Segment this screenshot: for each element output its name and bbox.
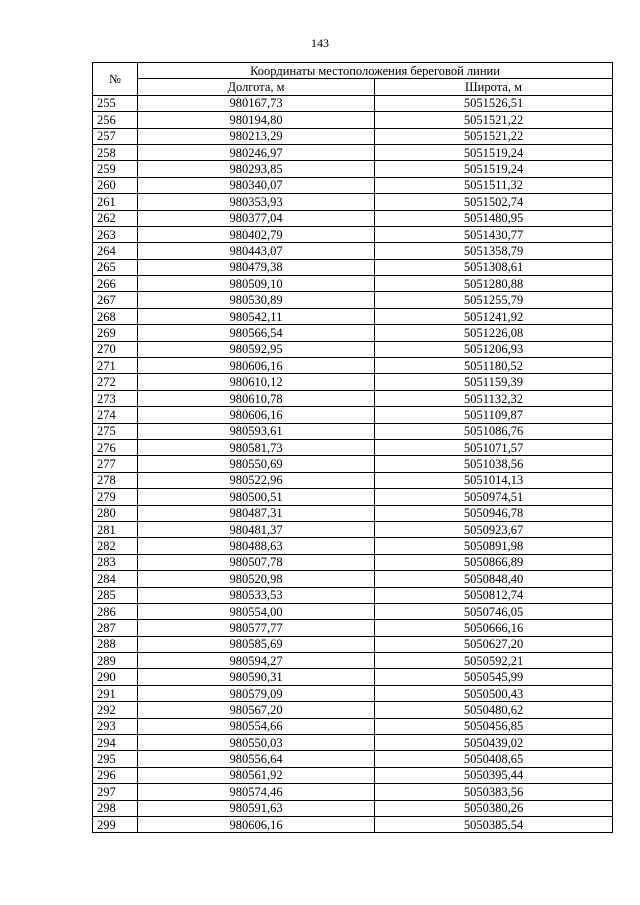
table-row — [93, 358, 613, 374]
longitude-cell: 980610,78 — [138, 390, 375, 406]
point-number: 295 — [93, 751, 138, 767]
latitude-cell: 5051358,79 — [375, 243, 613, 259]
point-number: 257 — [93, 128, 138, 144]
table-row — [93, 653, 613, 669]
point-number: 255 — [93, 95, 138, 111]
table-row — [93, 767, 613, 783]
latitude-cell: 5051241,92 — [375, 308, 613, 324]
point-number: 272 — [93, 374, 138, 390]
latitude-cell: 5051038,56 — [375, 456, 613, 472]
longitude-cell: 980591,63 — [138, 800, 375, 816]
longitude-cell: 980353,93 — [138, 194, 375, 210]
longitude-cell: 980246,97 — [138, 144, 375, 160]
table-row — [93, 177, 613, 193]
latitude-cell: 5050848,40 — [375, 571, 613, 587]
latitude-cell: 5050592,21 — [375, 653, 613, 669]
latitude-cell: 5051255,79 — [375, 292, 613, 308]
table-row — [93, 210, 613, 226]
table-row — [93, 816, 613, 832]
longitude-cell: 980593,61 — [138, 423, 375, 439]
point-number: 276 — [93, 439, 138, 455]
longitude-cell: 980554,66 — [138, 718, 375, 734]
point-number: 288 — [93, 636, 138, 652]
table-row — [93, 505, 613, 521]
table-row — [93, 521, 613, 537]
latitude-cell: 5050395,44 — [375, 767, 613, 783]
point-number: 265 — [93, 259, 138, 275]
latitude-cell: 5050666,16 — [375, 620, 613, 636]
longitude-cell: 980606,16 — [138, 407, 375, 423]
table-row — [93, 784, 613, 800]
point-number: 278 — [93, 472, 138, 488]
longitude-cell: 980594,27 — [138, 653, 375, 669]
point-number: 261 — [93, 194, 138, 210]
latitude-cell: 5051521,22 — [375, 112, 613, 128]
latitude-cell: 5051086,76 — [375, 423, 613, 439]
point-number: 273 — [93, 390, 138, 406]
point-number: 296 — [93, 767, 138, 783]
longitude-cell: 980509,10 — [138, 276, 375, 292]
table-row — [93, 735, 613, 751]
point-number: 258 — [93, 144, 138, 160]
latitude-cell: 5050439,02 — [375, 735, 613, 751]
longitude-cell: 980550,03 — [138, 735, 375, 751]
latitude-cell: 5050385,54 — [375, 816, 613, 832]
table-body — [93, 95, 613, 833]
table-row — [93, 226, 613, 242]
latitude-cell: 5050480,62 — [375, 702, 613, 718]
latitude-cell: 5051206,93 — [375, 341, 613, 357]
longitude-cell: 980566,54 — [138, 325, 375, 341]
longitude-cell: 980522,96 — [138, 472, 375, 488]
latitude-cell: 5051308,61 — [375, 259, 613, 275]
longitude-cell: 980479,38 — [138, 259, 375, 275]
table-row — [93, 538, 613, 554]
longitude-cell: 980487,31 — [138, 505, 375, 521]
point-number: 286 — [93, 603, 138, 619]
table-row — [93, 325, 613, 341]
longitude-cell: 980488,63 — [138, 538, 375, 554]
point-number: 284 — [93, 571, 138, 587]
group-header: Координаты местоположения береговой линии — [138, 63, 613, 79]
latitude-cell: 5051159,39 — [375, 374, 613, 390]
longitude-cell: 980533,53 — [138, 587, 375, 603]
latitude-cell: 5051180,52 — [375, 358, 613, 374]
point-number: 256 — [93, 112, 138, 128]
table-row — [93, 194, 613, 210]
longitude-cell: 980194,80 — [138, 112, 375, 128]
latitude-cell: 5051511,32 — [375, 177, 613, 193]
latitude-cell: 5051280,88 — [375, 276, 613, 292]
latitude-cell: 5050383,56 — [375, 784, 613, 800]
col-lon-header: Долгота, м — [138, 79, 375, 95]
table-row — [93, 603, 613, 619]
table-row — [93, 292, 613, 308]
col-num-header: № — [93, 63, 138, 96]
table-row — [93, 259, 613, 275]
point-number: 282 — [93, 538, 138, 554]
latitude-cell: 5050812,74 — [375, 587, 613, 603]
longitude-cell: 980561,92 — [138, 767, 375, 783]
longitude-cell: 980581,73 — [138, 439, 375, 455]
point-number: 280 — [93, 505, 138, 521]
point-number: 290 — [93, 669, 138, 685]
table-row — [93, 390, 613, 406]
table-row — [93, 407, 613, 423]
point-number: 262 — [93, 210, 138, 226]
table-row — [93, 685, 613, 701]
longitude-cell: 980606,16 — [138, 816, 375, 832]
latitude-cell: 5051521,22 — [375, 128, 613, 144]
point-number: 268 — [93, 308, 138, 324]
longitude-cell: 980554,00 — [138, 603, 375, 619]
point-number: 266 — [93, 276, 138, 292]
latitude-cell: 5051132,32 — [375, 390, 613, 406]
latitude-cell: 5051430,77 — [375, 226, 613, 242]
table-row — [93, 620, 613, 636]
point-number: 294 — [93, 735, 138, 751]
table-row — [93, 702, 613, 718]
longitude-cell: 980377,04 — [138, 210, 375, 226]
longitude-cell: 980550,69 — [138, 456, 375, 472]
table-row — [93, 341, 613, 357]
table-row — [93, 472, 613, 488]
longitude-cell: 980507,78 — [138, 554, 375, 570]
table-row — [93, 587, 613, 603]
point-number: 285 — [93, 587, 138, 603]
longitude-cell: 980340,07 — [138, 177, 375, 193]
latitude-cell: 5050891,98 — [375, 538, 613, 554]
table-row — [93, 571, 613, 587]
longitude-cell: 980542,11 — [138, 308, 375, 324]
table-row — [93, 95, 613, 111]
table-row — [93, 161, 613, 177]
latitude-cell: 5050946,78 — [375, 505, 613, 521]
coordinates-table — [92, 62, 613, 833]
longitude-cell: 980443,07 — [138, 243, 375, 259]
longitude-cell: 980610,12 — [138, 374, 375, 390]
longitude-cell: 980530,89 — [138, 292, 375, 308]
table-row — [93, 800, 613, 816]
table-row — [93, 374, 613, 390]
point-number: 297 — [93, 784, 138, 800]
table-row — [93, 636, 613, 652]
longitude-cell: 980585,69 — [138, 636, 375, 652]
point-number: 293 — [93, 718, 138, 734]
table-row — [93, 669, 613, 685]
point-number: 269 — [93, 325, 138, 341]
point-number: 283 — [93, 554, 138, 570]
table-row — [93, 308, 613, 324]
latitude-cell: 5050866,89 — [375, 554, 613, 570]
point-number: 292 — [93, 702, 138, 718]
table-row — [93, 112, 613, 128]
point-number: 298 — [93, 800, 138, 816]
point-number: 259 — [93, 161, 138, 177]
longitude-cell: 980574,46 — [138, 784, 375, 800]
longitude-cell: 980590,31 — [138, 669, 375, 685]
point-number: 277 — [93, 456, 138, 472]
longitude-cell: 980402,79 — [138, 226, 375, 242]
latitude-cell: 5050500,43 — [375, 685, 613, 701]
latitude-cell: 5051519,24 — [375, 144, 613, 160]
longitude-cell: 980606,16 — [138, 358, 375, 374]
latitude-cell: 5051480,95 — [375, 210, 613, 226]
col-lat-header: Широта, м — [375, 79, 613, 95]
table-row — [93, 456, 613, 472]
latitude-cell: 5050380,26 — [375, 800, 613, 816]
point-number: 289 — [93, 653, 138, 669]
point-number: 287 — [93, 620, 138, 636]
page-number: 143 — [311, 36, 329, 50]
latitude-cell: 5050746,05 — [375, 603, 613, 619]
table-row — [93, 243, 613, 259]
point-number: 291 — [93, 685, 138, 701]
table-row — [93, 144, 613, 160]
latitude-cell: 5051071,57 — [375, 439, 613, 455]
point-number: 275 — [93, 423, 138, 439]
latitude-cell: 5050456,85 — [375, 718, 613, 734]
point-number: 270 — [93, 341, 138, 357]
latitude-cell: 5050408,65 — [375, 751, 613, 767]
point-number: 281 — [93, 521, 138, 537]
point-number: 260 — [93, 177, 138, 193]
point-number: 267 — [93, 292, 138, 308]
longitude-cell: 980579,09 — [138, 685, 375, 701]
longitude-cell: 980481,37 — [138, 521, 375, 537]
latitude-cell: 5051109,87 — [375, 407, 613, 423]
table-row — [93, 439, 613, 455]
table-row — [93, 718, 613, 734]
latitude-cell: 5051502,74 — [375, 194, 613, 210]
latitude-cell: 5050923,67 — [375, 521, 613, 537]
longitude-cell: 980592,95 — [138, 341, 375, 357]
point-number: 263 — [93, 226, 138, 242]
longitude-cell: 980520,98 — [138, 571, 375, 587]
longitude-cell: 980167,73 — [138, 95, 375, 111]
table-row — [93, 276, 613, 292]
latitude-cell: 5050627,20 — [375, 636, 613, 652]
longitude-cell: 980577,77 — [138, 620, 375, 636]
table-row — [93, 751, 613, 767]
longitude-cell: 980567,20 — [138, 702, 375, 718]
point-number: 264 — [93, 243, 138, 259]
longitude-cell: 980556,64 — [138, 751, 375, 767]
table-row — [93, 423, 613, 439]
latitude-cell: 5051014,13 — [375, 472, 613, 488]
table-subheader-row — [93, 79, 613, 95]
table-header-row — [93, 63, 613, 79]
longitude-cell: 980500,51 — [138, 489, 375, 505]
table-row — [93, 554, 613, 570]
table-row — [93, 489, 613, 505]
point-number: 299 — [93, 816, 138, 832]
latitude-cell: 5050545,99 — [375, 669, 613, 685]
latitude-cell: 5051226,08 — [375, 325, 613, 341]
longitude-cell: 980293,85 — [138, 161, 375, 177]
point-number: 274 — [93, 407, 138, 423]
point-number: 279 — [93, 489, 138, 505]
latitude-cell: 5050974,51 — [375, 489, 613, 505]
table-row — [93, 128, 613, 144]
latitude-cell: 5051519,24 — [375, 161, 613, 177]
point-number: 271 — [93, 358, 138, 374]
longitude-cell: 980213,29 — [138, 128, 375, 144]
latitude-cell: 5051526,51 — [375, 95, 613, 111]
